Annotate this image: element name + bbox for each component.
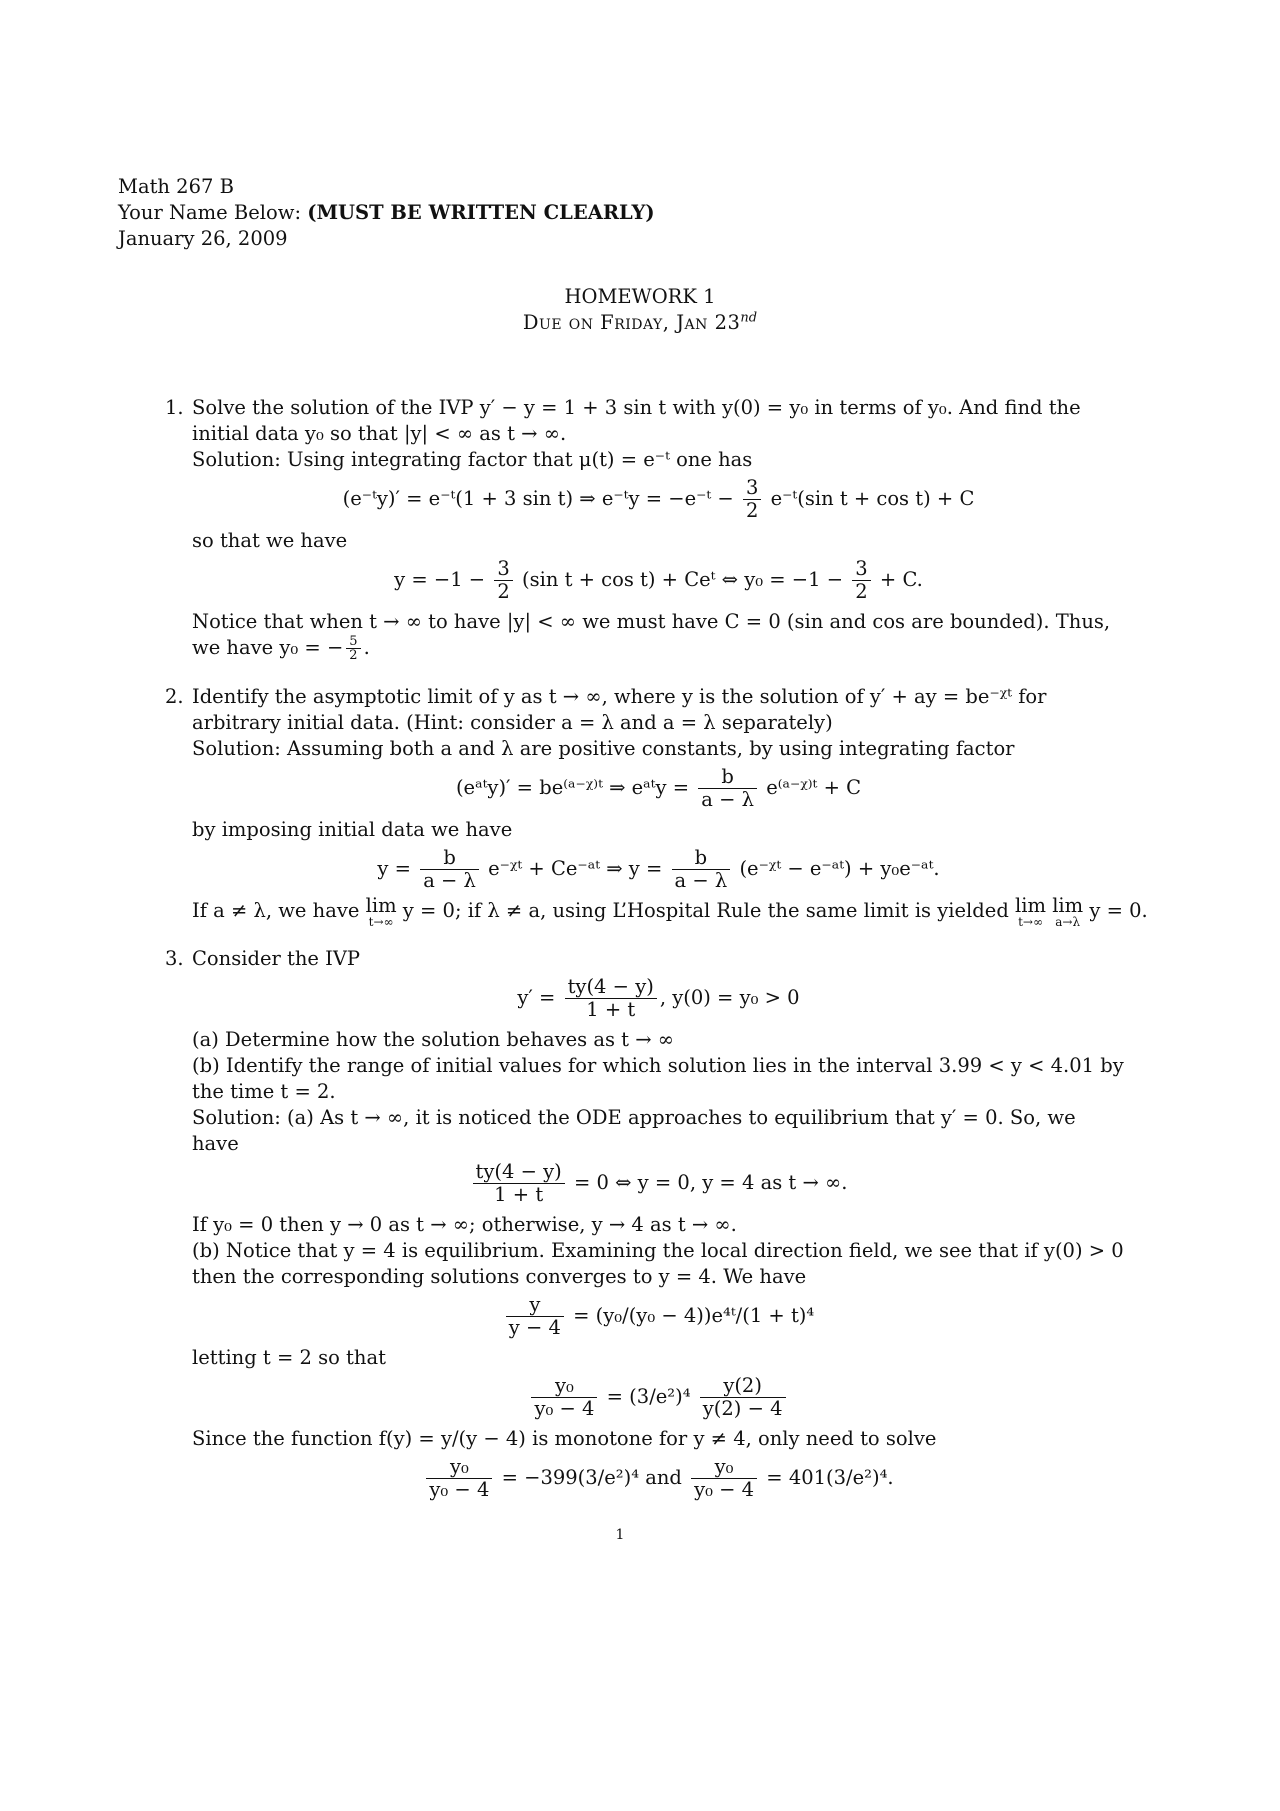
text-line: (b) Notice that y = 4 is equilibrium. Examining the local direction field, we see that if y(0) > 0 then the corresponding solutions converges to y = 4. We have (192, 1239, 1124, 1288)
problem-number: 2. (165, 685, 184, 708)
limit: lim t→∞ (1015, 894, 1046, 929)
fraction: $\frac{ty(4 - y)}{1 + t}$ (473, 1161, 565, 1206)
text-line: If y₀ = 0 then y → 0 as t → ∞; otherwise, y → 4 as t → ∞. (192, 1213, 737, 1236)
problem-statement: Identify the asymptotic limit of y as t → ∞, where y is the solution of y′ + ay = be⁻ᵡᵗ for arbitrary initial data. (Hint: consider a = λ and a = λ separately) (192, 685, 1047, 734)
due-line: Due on Friday, Jan 23nd (522, 310, 758, 334)
fraction: $\frac{3}{2}$ (494, 558, 512, 603)
solution-intro: Solution: Assuming both a and λ are positive constants, by using integrating factor (192, 737, 1015, 760)
problem-statement: Solve the solution of the IVP y′ − y = 1 + 3 sin t with y(0) = y₀ in terms of y₀. And find the initial data y₀ so that |y| < ∞ as t → ∞. (192, 396, 1081, 445)
fraction: $\frac{b}{a - \lambda}$ (420, 847, 479, 892)
conclusion: Notice that when t → ∞ to have |y| < ∞ we must have C = 0 (sin and cos are bounded). Thus, we have y₀ = − $\frac{5}{2}$ . (192, 610, 1111, 663)
header-block (118, 174, 655, 252)
date-line: January 26, 2009 (118, 227, 288, 250)
title-block (0, 284, 1280, 336)
text-line: so that we have (192, 529, 348, 552)
page-number: 1 (615, 1527, 625, 1543)
text-line: Since the function f(y) = y/(y − 4) is monotone for y ≠ 4, only need to solve (192, 1427, 937, 1450)
problem-number: 3. (165, 947, 184, 970)
equation: (e⁻ᵗy)′ = e⁻ᵗ(1 + 3 sin t) ⇒ e⁻ᵗy = −e⁻ᵗ − $\frac{3}{2}$ e⁻ᵗ(sin t + cos t) + C (342, 476, 975, 522)
fraction: $\frac{3}{2}$ (743, 477, 761, 522)
homework-title: HOMEWORK 1 (564, 285, 716, 308)
solution-intro: Solution: (a) As t → ∞, it is noticed the ODE approaches to equilibrium that y′ = 0. So, we have (192, 1106, 1076, 1155)
equation: $\frac{y}{y - 4}$ = (y₀/(y₀ − 4))e⁴ᵗ/(1 + t)⁴ (192, 1294, 1125, 1339)
fraction: $\frac{b}{a - \lambda}$ (698, 766, 757, 811)
equation: $\frac{\text{y₀}}{\text{y₀ − 4}}$ = (3/e²)⁴ $\frac{y(2)}{y(2) - 4}$ (192, 1375, 1125, 1420)
fraction: $\frac{b}{a - \lambda}$ (672, 847, 731, 892)
equation: (eᵃᵗy)′ = be⁽ᵃ⁻ᵡ⁾ᵗ ⇒ eᵃᵗy = $\frac{b}{a - \lambda}$ e⁽ᵃ⁻ᵡ⁾ᵗ + C (455, 765, 862, 811)
part-b: (b) Identify the range of initial values for which solution lies in the interval 3.99 < y < 4.01 by the time t = 2. (192, 1054, 1124, 1103)
name-line: Your Name Below: (MUST BE WRITTEN CLEARLY) (118, 201, 655, 224)
equation: y′ = $\frac{ty(4 - y)}{1 + t}$ , y(0) = y₀ > 0 (517, 975, 800, 1021)
equation: $\frac{ty(4 - y)}{1 + t}$ = 0 ⇔ y = 0, y = 4 as t → ∞. (192, 1161, 1125, 1206)
text-line: by imposing initial data we have (192, 818, 513, 841)
problem-3 (165, 946, 1125, 1501)
fraction: $\frac{\text{y₀}}{\text{y₀ − 4}}$ (531, 1375, 597, 1420)
equation: y = −1 − $\frac{3}{2}$ (sin t + cos t) + Ceᵗ ⇔ y₀ = −1 − $\frac{3}{2}$ + C. (394, 557, 923, 603)
limit-statement: If a ≠ λ, we have lim t→∞ y = 0; if λ ≠ a, using L’Hospital Rule the same limit is yielded lim t→∞ lim a→λ y = 0. (192, 894, 1148, 929)
problem-number: 1. (165, 396, 184, 419)
limit: lim t→∞ (365, 894, 397, 929)
fraction: $\frac{\text{y₀}}{\text{y₀ − 4}}$ (691, 1456, 757, 1501)
fraction: $\frac{y(2)}{y(2) - 4}$ (700, 1375, 786, 1420)
fraction: $\frac{5}{2}$ (346, 635, 360, 662)
equation: $\frac{\text{y₀}}{\text{y₀ − 4}}$ = −399(3/e²)⁴ and $\frac{\text{y₀}}{\text{y₀ − 4}}$ = 401(3/e²)⁴. (192, 1456, 1125, 1501)
problem-1 (165, 395, 1125, 662)
fraction: $\frac{ty(4 - y)}{1 + t}$ (565, 976, 657, 1021)
problem-2 (165, 684, 1148, 929)
text-line: letting t = 2 so that (192, 1346, 386, 1369)
problem-statement: Consider the IVP (192, 947, 361, 970)
part-a: (a) Determine how the solution behaves as t → ∞ (192, 1028, 674, 1051)
course-line: Math 267 B (118, 175, 234, 198)
fraction: $\frac{3}{2}$ (852, 558, 870, 603)
limit: lim a→λ (1052, 894, 1084, 929)
problems (165, 395, 1148, 1507)
solution-intro: Solution: Using integrating factor that μ(t) = e⁻ᵗ one has (192, 448, 753, 471)
fraction: $\frac{y}{y - 4}$ (506, 1294, 564, 1339)
fraction: $\frac{\text{y₀}}{\text{y₀ − 4}}$ (426, 1456, 492, 1501)
equation: y = $\frac{b}{a - \lambda}$ e⁻ᵡᵗ + Ce⁻ᵃᵗ ⇒ y = $\frac{b}{a - \lambda}$ (e⁻ᵡᵗ − e⁻ᵃᵗ) + y₀e⁻ᵃᵗ. (377, 846, 940, 892)
